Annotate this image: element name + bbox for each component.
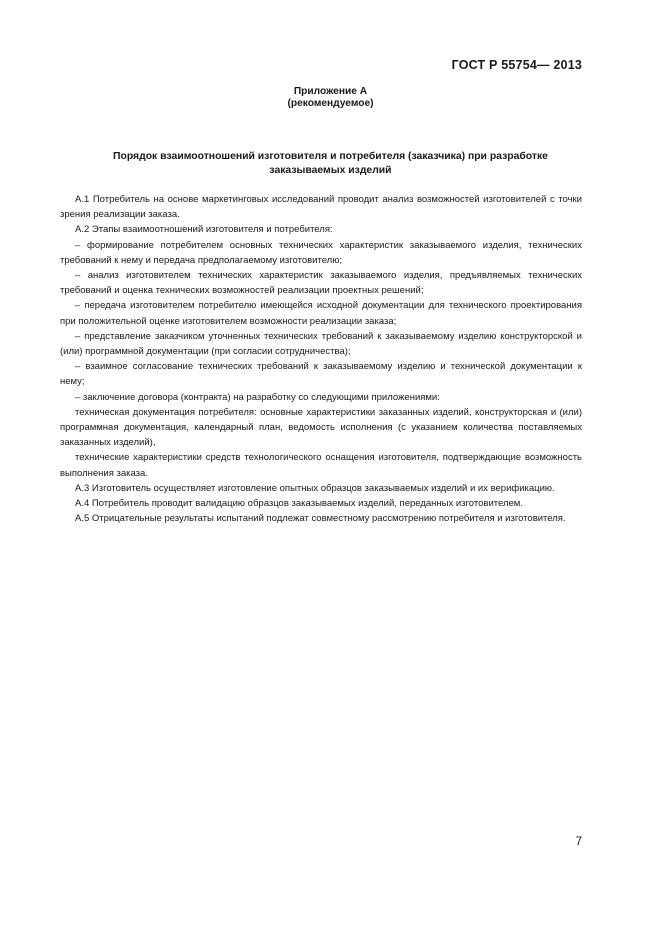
annex-label: Приложение А [293, 86, 368, 97]
list-item: – заключение договора (контракта) на разработку со следующими приложениями: [75, 391, 440, 403]
page-number: 7 [575, 836, 582, 848]
list-item: – анализ изготовителем технических характеристик заказываемого изделия, предъявляемых технических требований и оценка технических возможностей реализации проектных решений; [60, 270, 582, 297]
paragraph-a3: А.3 Изготовитель осуществляет изготовление опытных образцов заказываемых изделий и их верификацию. [75, 482, 555, 494]
section-title-line-1: Порядок взаимоотношений изготовителя и потребителя (заказчика) при разработке [113, 151, 548, 162]
annex-status: (рекомендуемое) [287, 98, 374, 109]
annex-heading [0, 86, 661, 110]
body-text [60, 192, 582, 526]
sub-list-item: техническая документация потребителя: основные характеристики заказанных изделий, конструкторская и (или) программная документация, календарный план, ведомость исполнения (с указанием количества поставляемых заказанных изделий), [60, 406, 582, 449]
paragraph-a2: А.2 Этапы взаимоотношений изготовителя и потребителя: [75, 224, 333, 236]
paragraph-a1: А.1 Потребитель на основе маркетинговых исследований проводит анализ возможностей изготовителей с точки зрения реализации заказа. [60, 194, 582, 221]
section-title [60, 150, 601, 178]
paragraph-a4: А.4 Потребитель проводит валидацию образцов заказываемых изделий, переданных изготовителем. [75, 498, 523, 510]
list-item: – формирование потребителем основных технических характеристик заказываемого изделия, технических требований к нему и передача предполагаемому изготовителю; [60, 239, 582, 266]
sub-list-item: технические характеристики средств технологического оснащения изготовителя, подтверждающие возможность выполнения заказа. [60, 452, 582, 479]
list-item: – представление заказчиком уточненных технических требований к заказываемому изделию конструкторской и (или) программной документации (при согласии сотрудничества); [60, 330, 582, 358]
section-title-line-2: заказываемых изделий [269, 165, 392, 176]
list-item: – взаимное согласование технических требований к заказываемому изделию и технической документации к нему; [60, 361, 582, 388]
paragraph-a5: А.5 Отрицательные результаты испытаний подлежат совместному рассмотрению потребителя и изготовителя. [75, 513, 566, 525]
list-item: – передача изготовителем потребителю имеющейся исходной документации для технического проектирования при положительной оценке изготовителем возможности реализации заказа; [60, 300, 582, 327]
standard-designation: ГОСТ Р 55754— 2013 [451, 58, 582, 72]
